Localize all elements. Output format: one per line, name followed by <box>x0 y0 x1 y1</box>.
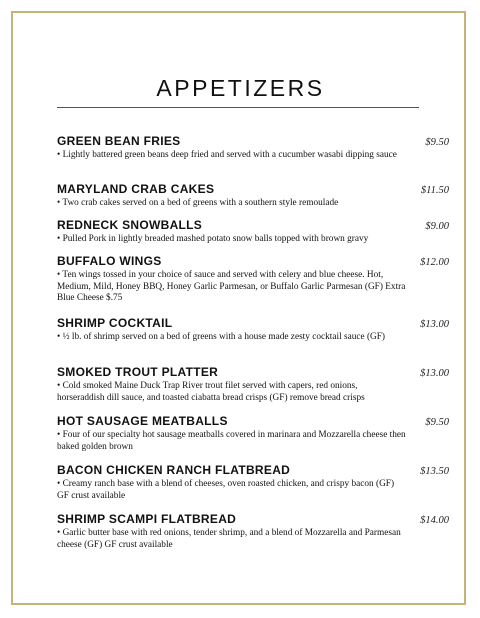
item-name: SHRIMP COCKTAIL <box>57 316 173 330</box>
item-price: $13.00 <box>420 319 449 330</box>
item-name: REDNECK SNOWBALLS <box>57 218 203 232</box>
item-description: • Four of our specialty hot sausage meatballs covered in marinara and Mozzarella cheese then baked golden brown <box>57 430 406 452</box>
item-description: • Pulled Pork in lightly breaded mashed potato snow balls topped with brown gravy <box>57 234 369 244</box>
item-name: MARYLAND CRAB CAKES <box>57 182 215 196</box>
menu-items-list <box>57 134 449 561</box>
menu-frame <box>11 11 466 605</box>
item-description: • Cold smoked Maine Duck Trap River trout filet served with capers, red onions, horseraddish dill sauce, and toasted ciabatta bread crisps (GF) remove bread crisps <box>57 381 365 403</box>
item-price: $11.50 <box>420 185 449 196</box>
item-name: BACON CHICKEN RANCH FLATBREAD <box>57 463 291 477</box>
menu-item-green-bean-fries <box>57 134 449 182</box>
item-price: $9.50 <box>425 137 449 148</box>
menu-item-shrimp-cocktail <box>57 316 449 365</box>
menu-item-maryland-crab-cakes <box>57 182 449 218</box>
item-price: $14.00 <box>420 515 449 526</box>
menu-item-bacon-chicken-ranch-flatbread <box>57 463 449 512</box>
item-description: • Creamy ranch base with a blend of cheeses, oven roasted chicken, and crispy bacon (GF) GF crust available <box>57 479 395 501</box>
item-name: SHRIMP SCAMPI FLATBREAD <box>57 512 237 526</box>
item-name: BUFFALO WINGS <box>57 254 162 268</box>
menu-item-smoked-trout-platter <box>57 365 449 414</box>
menu-item-shrimp-scampi-flatbread <box>57 512 449 561</box>
item-description: • Garlic butter base with red onions, tender shrimp, and a blend of Mozzarella and Parmesan cheese (GF) GF crust available <box>57 528 401 550</box>
item-description: • ½ lb. of shrimp served on a bed of greens with a house made zesty cocktail sauce (GF) <box>57 332 386 342</box>
item-price: $9.50 <box>425 417 449 428</box>
item-price: $13.00 <box>420 368 449 379</box>
item-description: • Ten wings tossed in your choice of sauce and served with celery and blue cheese. Hot, Medium, Mild, Honey BBQ, Honey Garlic Parmesan, or Buffalo Garlic Parmesan (GF) Extra Blue Cheese $.75 <box>57 270 406 303</box>
menu-item-redneck-snowballs <box>57 218 449 254</box>
title-divider <box>57 107 419 108</box>
menu-title: APPETIZERS <box>156 75 325 101</box>
item-price: $13.50 <box>420 466 449 477</box>
menu-item-hot-sausage-meatballs <box>57 414 449 463</box>
menu-item-buffalo-wings <box>57 254 449 316</box>
item-price: $12.00 <box>420 257 449 268</box>
item-name: GREEN BEAN FRIES <box>57 134 181 148</box>
item-description: • Lightly battered green beans deep fried and served with a cucumber wasabi dipping sauce <box>57 150 397 160</box>
item-price: $9.00 <box>425 221 449 232</box>
item-name: SMOKED TROUT PLATTER <box>57 365 219 379</box>
item-description: • Two crab cakes served on a bed of greens with a southern style remoulade <box>57 198 339 208</box>
item-name: HOT SAUSAGE MEATBALLS <box>57 414 228 428</box>
